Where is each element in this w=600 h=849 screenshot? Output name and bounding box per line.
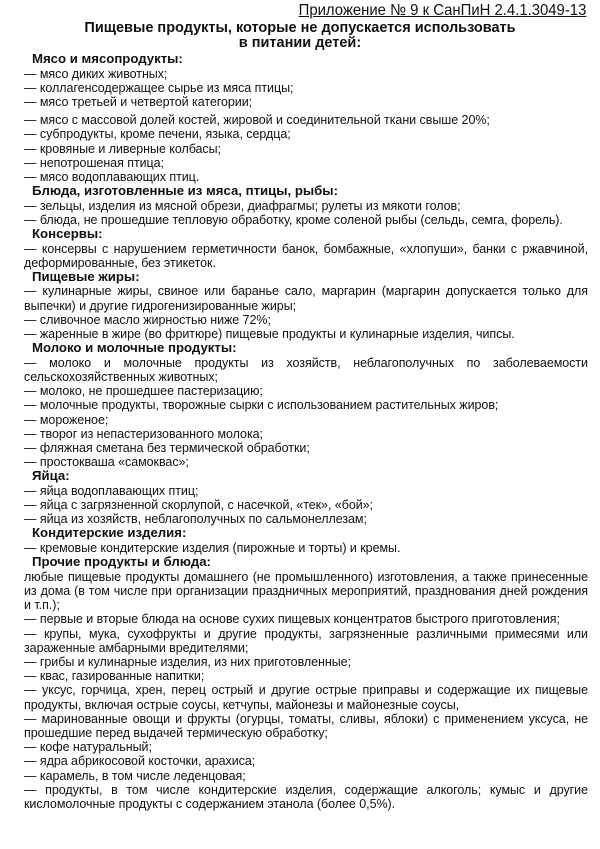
list-item: — субпродукты, кроме печени, языка, сердца; [24, 127, 291, 142]
section-meat [24, 52, 588, 184]
list-item: — маринованные овощи и фрукты (огурцы, томаты, сливы, яблоки) с применением уксуса, не прошедшие перед выдачей термическую обработку; [24, 711, 588, 740]
list-item: — фляжная сметана без термической обработки; [24, 440, 310, 455]
list-item: — мясо третьей и четвертой категории; [24, 94, 253, 109]
section-heading: Мясо и мясопродукты: [32, 51, 183, 66]
list-item: — кровяные и ливерные колбасы; [24, 141, 221, 156]
section-heading: Молоко и молочные продукты: [32, 340, 237, 356]
list-item: — сливочное масло жирностью ниже 72%; [24, 312, 271, 327]
list-item: — первые и вторые блюда на основе сухих пищевых концентратов быстрого приготовления; [24, 612, 560, 627]
section-heading: Блюда, изготовленные из мяса, птицы, рыбы: [32, 183, 338, 199]
section-heading: Консервы: [32, 226, 103, 242]
list-item: — кулинарные жиры, свиное или баранье сало, маргарин (маргарин допускается только для выпечки) и другие гидрогенизированные жиры; [24, 284, 588, 313]
appendix-reference: Приложение № 9 к СанПиН 2.4.1.3049-13 [298, 2, 586, 19]
list-item: — молочные продукты, творожные сырки с использованием растительных жиров; [24, 398, 499, 413]
list-item: — зельцы, изделия из мясной обрези, диафрагмы; рулеты из мякоти голов; [24, 198, 461, 213]
list-item: — яйца из хозяйств, неблагополучных по сальмонеллезам; [24, 512, 367, 527]
list-item: — кофе натуральный; [24, 740, 152, 755]
list-item: — непотрошеная птица; [24, 155, 164, 170]
list-item: — жаренные в жире (во фритюре) пищевые продукты и кулинарные изделия, чипсы. [24, 327, 515, 342]
list-item: — мясо диких животных; [24, 66, 168, 81]
list-item: — творог из непастеризованного молока; [24, 426, 263, 441]
section-eggs [24, 469, 588, 526]
list-item: — консервы с нарушением герметичности банок, бомбажные, «хлопуши», банки с ржавчиной, деформированные, без этикеток. [24, 241, 588, 270]
section-dairy [24, 341, 588, 469]
list-item: — блюда, не прошедшие тепловую обработку, кроме соленой рыбы (сельдь, семга, форель). [24, 212, 563, 227]
list-item: — уксус, горчица, хрен, перец острый и другие острые приправы и содержащие их пищевые продукты, включая острые соусы, кетчупы, майонезы и майонезные соусы, [24, 683, 588, 712]
section-fats [24, 270, 588, 341]
list-item: любые пищевые продукты домашнего (не промышленного) изготовления, а также принесенные из дома (в том числе при организации праздничных мероприятий, празднования дней рождения и т.п.); [24, 569, 588, 613]
list-item: — мясо с массовой долей костей, жировой и соединительной ткани свыше 20%; [24, 113, 490, 128]
list-item: — коллагенсодержащее сырье из мяса птицы; [24, 80, 294, 95]
list-item: — яйца водоплавающих птиц; [24, 483, 199, 498]
list-item: — продукты, в том числе кондитерские изделия, содержащие алкоголь; кумыс и другие кисломолочные продукты с содержанием этанола (более 0,5%). [24, 782, 588, 811]
section-canned [24, 227, 588, 270]
document-title [0, 21, 600, 51]
document-body [24, 52, 588, 811]
section-heading: Прочие продукты и блюда: [32, 554, 211, 570]
section-dishes [24, 184, 588, 227]
list-item: — мясо водоплавающих птиц. [24, 169, 200, 184]
list-item: — простокваша «самоквас»; [24, 455, 189, 470]
list-item: — квас, газированные напитки; [24, 669, 205, 684]
list-item: — грибы и кулинарные изделия, из них приготовленные; [24, 654, 351, 669]
section-confectionery [24, 526, 588, 555]
list-item: — кремовые кондитерские изделия (пирожные и торты) и кремы. [24, 540, 401, 555]
list-item: — ядра абрикосовой косточки, арахиса; [24, 754, 256, 769]
list-item: — крупы, мука, сухофрукты и другие продукты, загрязненные различными примесями или зараженные амбарными вредителями; [24, 626, 588, 655]
list-item: — карамель, в том числе леденцовая; [24, 768, 246, 783]
title-line-2: в питании детей: [238, 35, 362, 51]
list-item: — яйца с загрязненной скорлупой, с насечкой, «тек», «бой»; [24, 498, 373, 513]
section-heading: Кондитерские изделия: [32, 525, 187, 541]
list-item: — молоко, не прошедшее пастеризацию; [24, 384, 263, 399]
section-heading: Пищевые жиры: [32, 268, 140, 284]
section-heading: Яйца: [32, 468, 70, 484]
list-item: — мороженое; [24, 412, 109, 427]
title-line-1: Пищевые продукты, которые не допускается использовать [84, 20, 516, 36]
list-item: — молоко и молочные продукты из хозяйств, неблагополучных по заболеваемости сельскохозяйственных животных; [24, 355, 588, 384]
section-other [24, 555, 588, 811]
